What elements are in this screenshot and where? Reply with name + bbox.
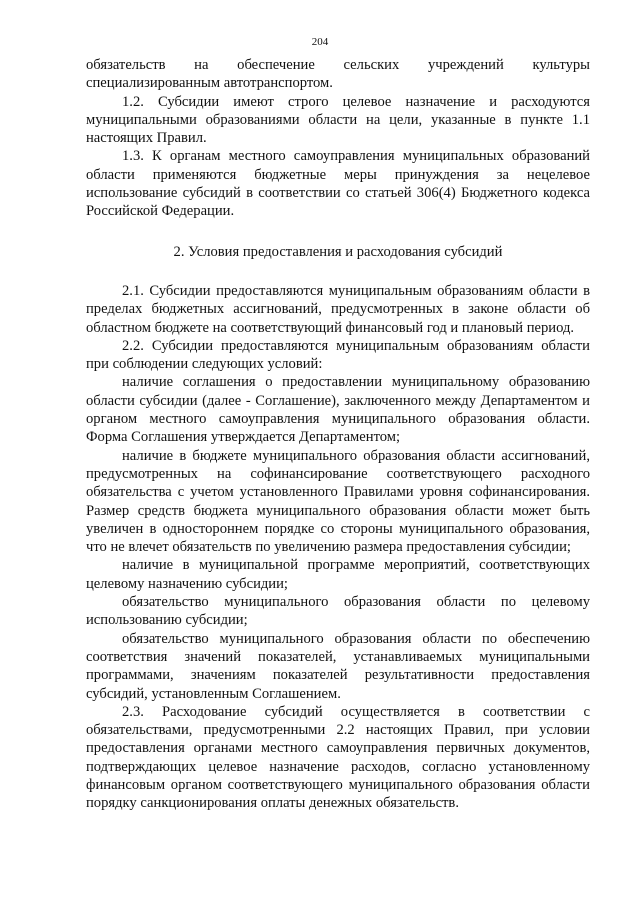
condition-indicators: обязательство муниципального образования области по обеспечению соответствия значений показателей, устанавливаемых муниципальными программами, значениям показателей результативности предоставления субсидий, установленным Соглашением.: [86, 630, 590, 702]
paragraph-2-2: 2.2. Субсидии предоставляются муниципальным образованиям области при соблюдении следующих условий:: [86, 337, 590, 373]
paragraph-2-3: 2.3. Расходование субсидий осуществляется в соответствии с обязательствами, предусмотренными 2.2 настоящих Правил, при условии предоставления органами местного самоуправления первичных документов, подтверждающих целевое назначение расходов, согласно установленному финансовым органом соответствующего муниципального образования области порядку санкционирования оплаты денежных обязательств.: [86, 703, 590, 812]
paragraph-1-3: 1.3. К органам местного самоуправления муниципальных образований области применяются бюджетные меры принуждения за нецелевое использование субсидий в соответствии со статьей 306(4) Бюджетного кодекса Российской Федерации.: [86, 148, 590, 220]
condition-budget-allocations: наличие в бюджете муниципального образования области ассигнований, предусмотренных на софинансирование соответствующего расходного обязательства с учетом установленного Правилами уровня софинансирования. Размер средств бюджета муниципального образования области может быть увеличен в одностороннем порядке со стороны муниципального образования, что не влечет обязательств по увеличению размера предоставления субсидии;: [86, 447, 590, 556]
condition-agreement: наличие соглашения о предоставлении муниципальному образованию области субсидии (далее - Соглашение), заключенного между Департаментом и органом местного самоуправления муниципального образования области. Форма Соглашения утверждается Департаментом;: [86, 374, 590, 446]
page-number: 204: [311, 36, 329, 48]
section-heading: 2. Условия предоставления и расходования субсидий: [173, 243, 503, 260]
document-body: [86, 56, 590, 813]
condition-target-use: обязательство муниципального образования области по целевому использованию субсидии;: [86, 594, 590, 629]
paragraph-1-2: 1.2. Субсидии имеют строго целевое назначение и расходуются муниципальными образованиями области на цели, указанные в пункте 1.1 настоящих Правил.: [86, 93, 590, 147]
paragraph-continuation: обязательств на обеспечение сельских учреждений культуры специализированным автотранспортом.: [86, 57, 590, 92]
paragraph-2-1: 2.1. Субсидии предоставляются муниципальным образованиям области в пределах бюджетных ассигнований, предусмотренных в законе области об областном бюджете на соответствующий финансовый год и плановый период.: [86, 282, 590, 336]
condition-municipal-program: наличие в муниципальной программе мероприятий, соответствующих целевому назначению субсидии;: [86, 557, 590, 592]
